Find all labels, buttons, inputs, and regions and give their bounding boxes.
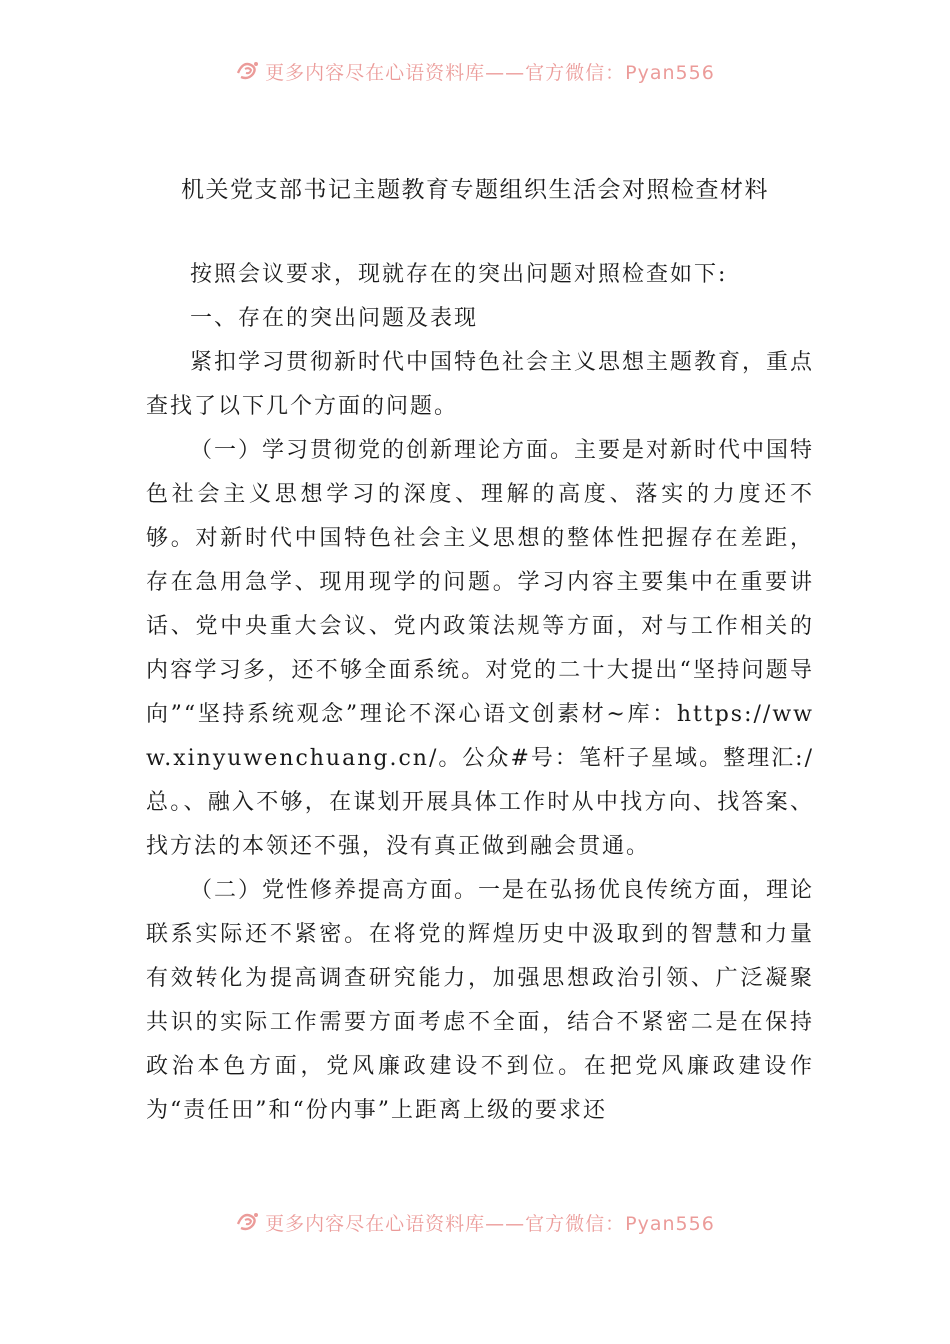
- watermark-header: [0, 58, 950, 88]
- overview-paragraph: 紧扣学习贯彻新时代中国特色社会主义思想主题教育，重点查找了以下几个方面的问题。: [146, 350, 815, 419]
- issue-two-paragraph: （二）党性修养提高方面。一是在弘扬优良传统方面，理论联系实际还不紧密。在将党的辉煌历史中汲取到的智慧和力量有效转化为提高调查研究能力，加强思想政治引领、广泛凝聚共识的实际工作需要方面考虑不全面，结合不紧密二是在保持政治本色方面，党风廉政建设不到位。在把党风廉政建设作为“责任田”和“份内事”上距离上级的要求还: [146, 878, 815, 1123]
- intro-paragraph: 按照会议要求，现就存在的突出问题对照检查如下:: [190, 262, 728, 287]
- watermark-logo-icon: [235, 59, 261, 81]
- watermark-text: 更多内容尽在心语资料库——官方微信：Pyan556: [265, 62, 715, 84]
- document-title: 机关党支部书记主题教育专题组织生活会对照检查材料: [181, 177, 769, 203]
- document-body: [146, 253, 814, 1133]
- watermark-logo-icon: [235, 1210, 261, 1232]
- issue-one-paragraph: （一）学习贯彻党的创新理论方面。主要是对新时代中国特色社会主义思想学习的深度、理解的高度、落实的力度还不够。对新时代中国特色社会主义思想的整体性把握存在差距，存在急用急学、现用现学的问题。学习内容主要集中在重要讲话、党中央重大会议、党内政策法规等方面，对与工作相关的内容学习多，还不够全面系统。对党的二十大提出“坚持问题导向”“坚持系统观念”理论不深心语文创素材~库：https://www.xinyuwenchuang.cn/。公众#号：笔杆子星域。整理汇:/总。、融入不够，在谋划开展具体工作时从中找方向、找答案、找方法的本领还不强，没有真正做到融会贯通。: [146, 438, 815, 859]
- section-heading: 一、存在的突出问题及表现: [190, 306, 479, 331]
- watermark-text: 更多内容尽在心语资料库——官方微信：Pyan556: [265, 1213, 715, 1235]
- watermark-footer: [0, 1209, 950, 1239]
